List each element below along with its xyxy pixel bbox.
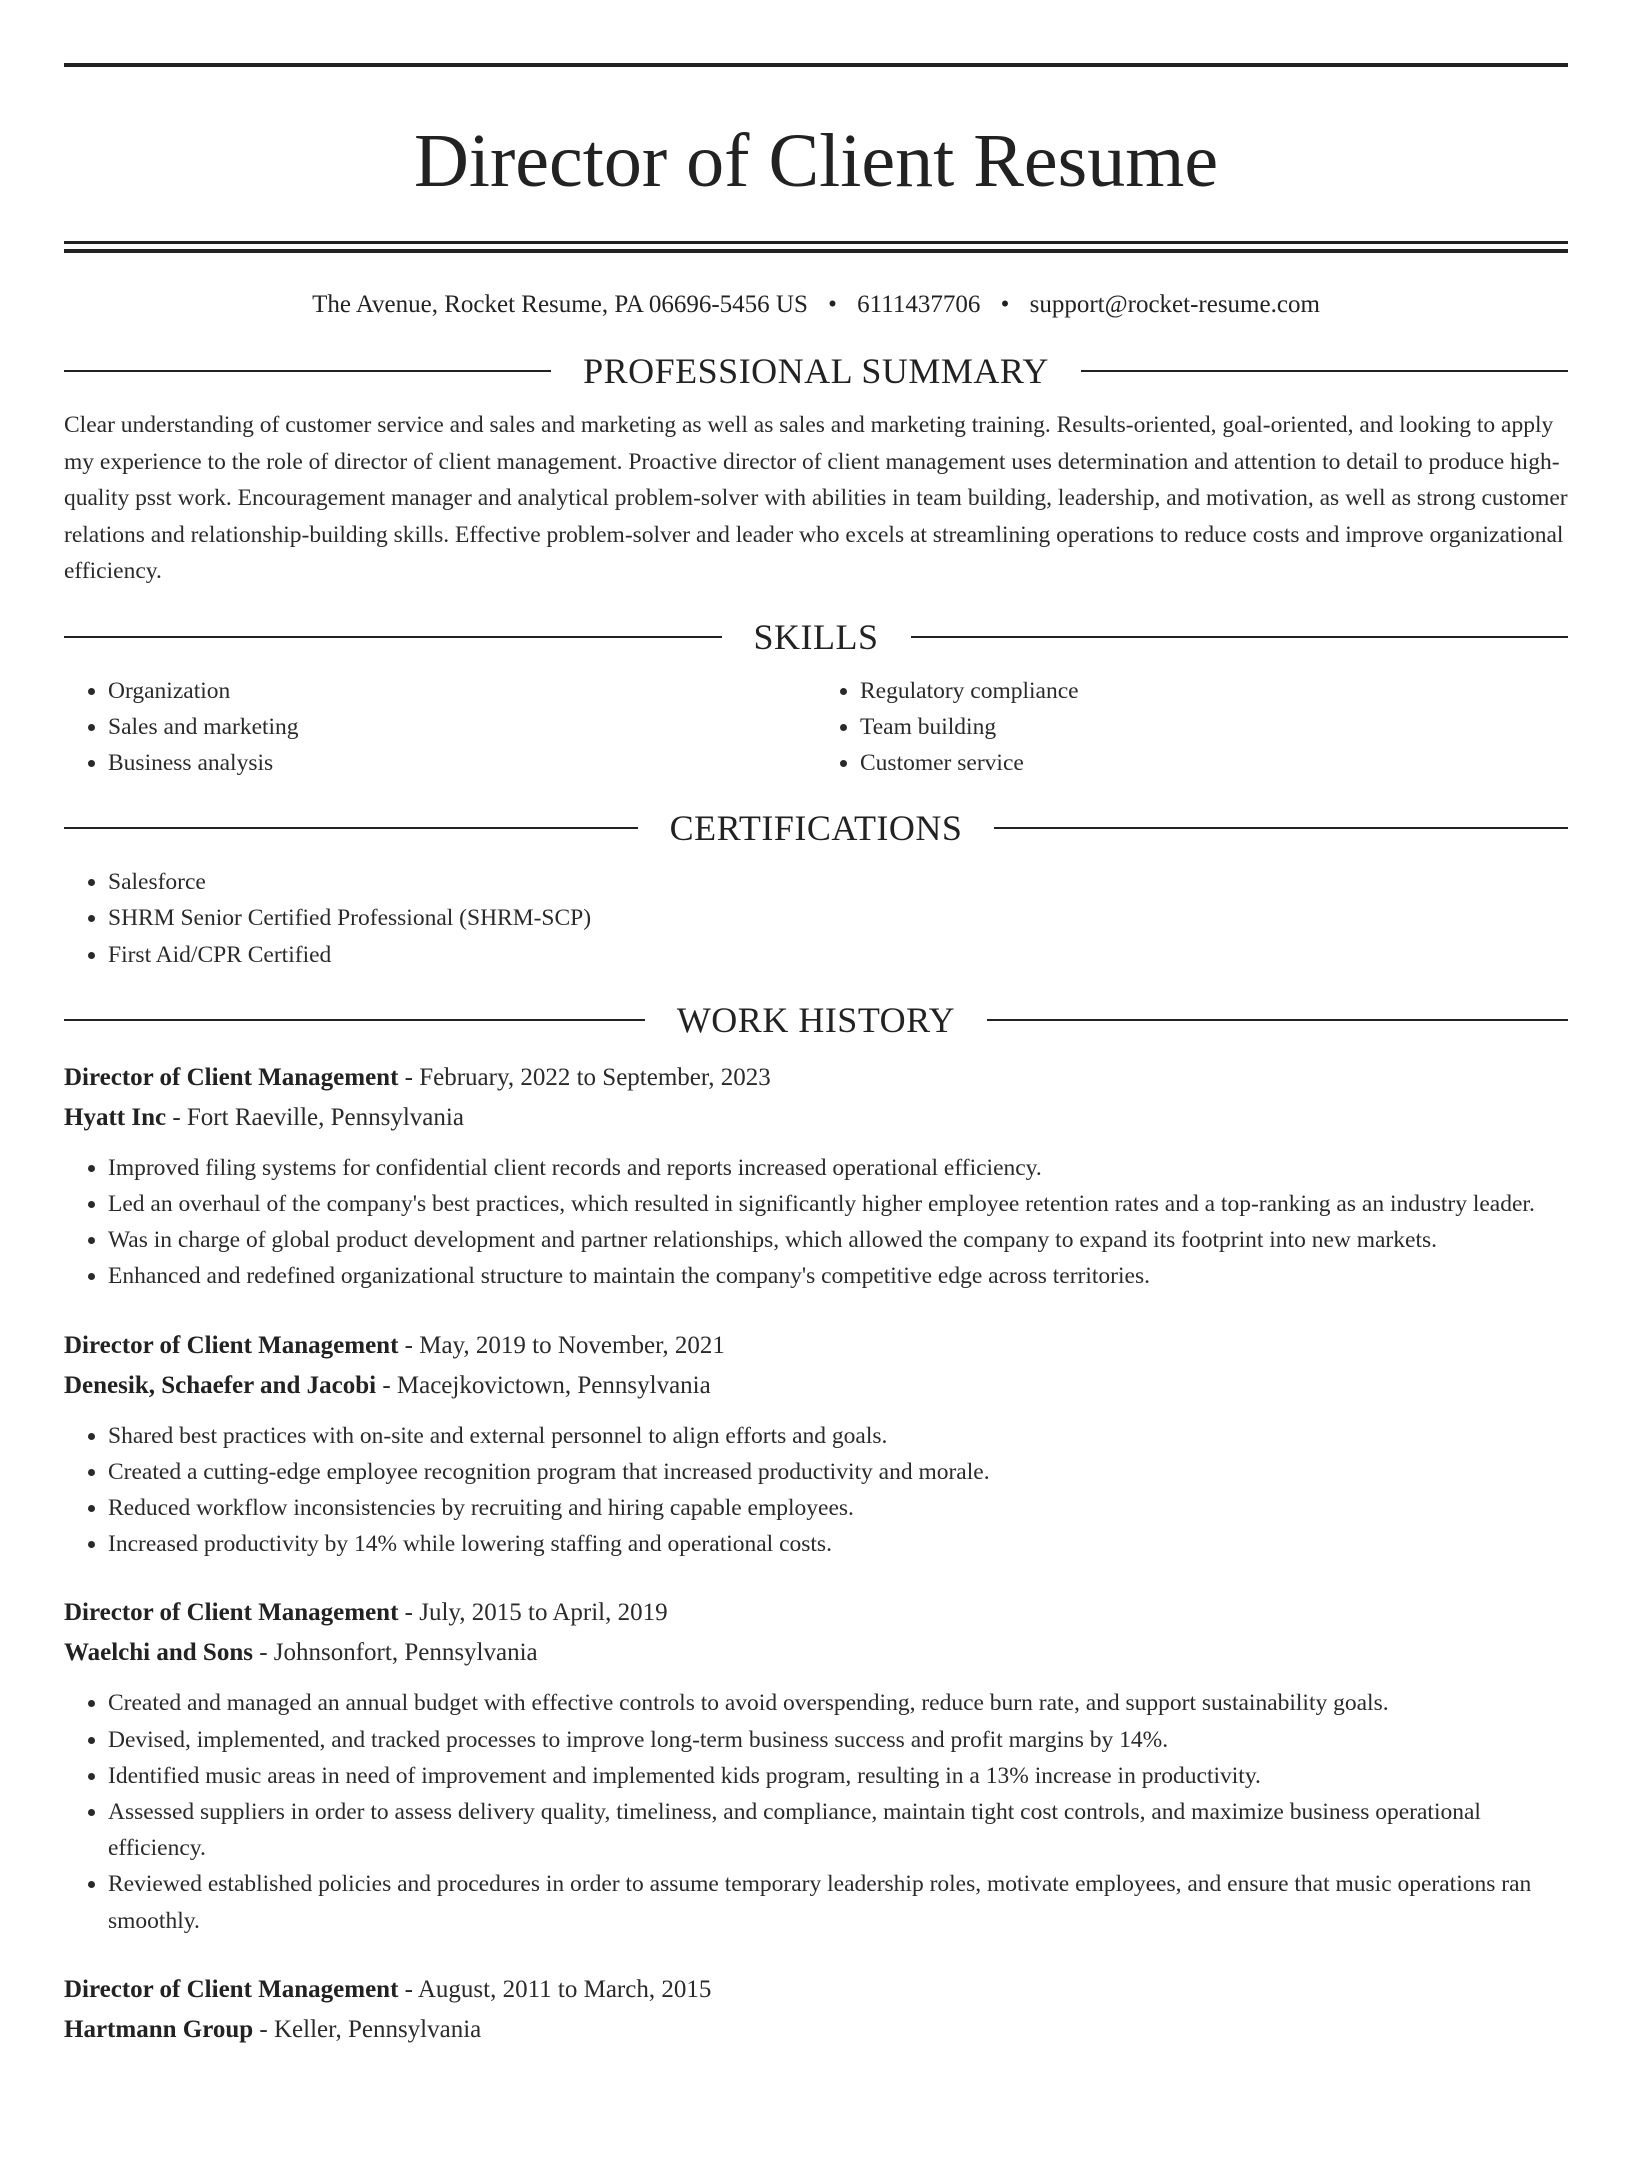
job-company-line xyxy=(64,1098,1568,1138)
skills-column-left xyxy=(64,673,816,782)
job-bullet: • Assessed suppliers in order to assess delivery quality, timeliness, and compliance, maintain tight cost controls, and maximize business operational efficiency. xyxy=(108,1794,1568,1866)
job-dates: - February, 2022 to September, 2023 xyxy=(398,1063,771,1091)
job-location: - Johnsonfort, Pennsylvania xyxy=(252,1639,538,1667)
job-bullets xyxy=(64,1150,1568,1295)
contact-separator: • xyxy=(828,291,837,318)
divider-left xyxy=(64,827,638,829)
job-company: Denesik, Schaefer and Jacobi xyxy=(64,1371,377,1399)
summary-heading: PROFESSIONAL SUMMARY xyxy=(583,351,1049,391)
contact-separator: • xyxy=(1000,291,1010,318)
job-bullet: • Led an overhaul of the company's best practices, which resulted in significantly higher employee retention rates and a top-ranking as an industry leader. xyxy=(108,1186,1568,1222)
job-bullet: • Shared best practices with on-site and external personnel to align efforts and goals. xyxy=(108,1418,1568,1454)
job-bullet: • Devised, implemented, and tracked processes to improve long-term business success and profit margins by 14%. xyxy=(108,1722,1568,1758)
contact-address: The Avenue, Rocket Resume, PA 06696-5456 US xyxy=(312,291,808,318)
job-role: Director of Client Management xyxy=(64,1975,399,2003)
resume-title: Director of Client Resume xyxy=(413,119,1219,203)
job-dates: - July, 2015 to April, 2019 xyxy=(398,1599,668,1627)
work-history-section-header xyxy=(64,998,1568,1042)
divider-right xyxy=(911,636,1569,638)
job-bullet: • Enhanced and redefined organizational structure to maintain the company's competitive edge across territories. xyxy=(108,1258,1568,1294)
job-location: - Keller, Pennsylvania xyxy=(253,2015,482,2043)
job-location: - Macejkovictown, Pennsylvania xyxy=(376,1371,711,1399)
skills-heading: SKILLS xyxy=(753,616,879,657)
job-bullet: • Improved filing systems for confidential client records and reports increased operational efficiency. xyxy=(108,1150,1568,1186)
job-company: Waelchi and Sons xyxy=(64,1639,253,1667)
job-role: Director of Client Management xyxy=(64,1599,399,1627)
contact-phone: 6111437706 xyxy=(857,291,981,318)
skills-column-right xyxy=(816,673,1568,782)
job-bullet: • Reduced workflow inconsistencies by recruiting and hiring capable employees. xyxy=(108,1490,1568,1526)
divider-left xyxy=(64,636,722,638)
job-company-line xyxy=(64,2010,1568,2050)
skills-list xyxy=(64,673,1568,782)
job-bullet: • Was in charge of global product development and partner relationships, which allowed the company to expand its footprint into new markets. xyxy=(108,1222,1568,1258)
certifications-list xyxy=(64,864,1568,973)
job-bullets xyxy=(64,1418,1568,1563)
job-bullet: • Increased productivity by 14% while lowering staffing and operational costs. xyxy=(108,1526,1568,1562)
certification-item: • First Aid/CPR Certified xyxy=(108,937,1568,973)
divider-left xyxy=(64,370,551,372)
job-title-line xyxy=(64,1058,1568,1098)
job-bullet: • Created a cutting-edge employee recognition program that increased productivity and morale. xyxy=(108,1454,1568,1490)
certifications-section-header xyxy=(64,806,1568,850)
certification-item: • SHRM Senior Certified Professional (SHRM-SCP) xyxy=(108,900,1568,936)
skill-item: • Sales and marketing xyxy=(108,709,816,745)
job-company-line xyxy=(64,1633,1568,1673)
job-title-line xyxy=(64,1593,1568,1633)
title-double-rule xyxy=(64,241,1568,253)
job-bullet: • Identified music areas in need of improvement and implemented kids program, resulting in a 13% increase in productivity. xyxy=(108,1758,1568,1794)
job-bullet: • Created and managed an annual budget with effective controls to avoid overspending, reduce burn rate, and support sustainability goals. xyxy=(108,1685,1568,1721)
skill-item: • Team building xyxy=(860,709,1568,745)
job-company: Hartmann Group xyxy=(64,2015,254,2043)
job-role: Director of Client Management xyxy=(64,1063,399,1091)
skill-item: • Regulatory compliance xyxy=(860,673,1568,709)
divider-right xyxy=(994,827,1568,829)
divider-right xyxy=(987,1019,1568,1021)
divider-left xyxy=(64,1019,645,1021)
job-title-line xyxy=(64,1970,1568,2010)
job-bullets xyxy=(64,1685,1568,1938)
job-bullet: • Reviewed established policies and procedures in order to assume temporary leadership roles, motivate employees, and ensure that music operations ran smoothly. xyxy=(108,1866,1568,1938)
summary-section-header xyxy=(64,349,1568,393)
skill-item: • Customer service xyxy=(860,745,1568,781)
job-entry xyxy=(64,1326,1568,1563)
resume-page xyxy=(0,63,1632,2175)
job-entry xyxy=(64,1058,1568,1295)
skill-item: • Organization xyxy=(108,673,816,709)
job-location: - Fort Raeville, Pennsylvania xyxy=(166,1103,464,1131)
skill-item: • Business analysis xyxy=(108,745,816,781)
summary-text: Clear understanding of customer service and sales and marketing as well as sales and marketing training. Results-oriented, goal-oriented, and looking to apply my experience to the role of director of client management. Proactive director of client management uses determination and attention to detail to produce high-quality psst work. Encouragement manager and analytical problem-solver with abilities in team building, leadership, and motivation, as well as strong customer relations and relationship-building skills. Effective problem-solver and leader who excels at streamlining operations to reduce costs and improve organizational efficiency. xyxy=(64,412,1568,584)
contact-line xyxy=(64,289,1568,321)
job-dates: - August, 2011 to March, 2015 xyxy=(398,1975,712,2003)
divider-right xyxy=(1081,370,1568,372)
contact-email: support@rocket-resume.com xyxy=(1029,291,1320,318)
job-entry xyxy=(64,1593,1568,1938)
job-company: Hyatt Inc xyxy=(64,1103,167,1131)
work-history-heading: WORK HISTORY xyxy=(676,999,956,1040)
job-entry xyxy=(64,1970,1568,2050)
certifications-heading: CERTIFICATIONS xyxy=(669,808,963,849)
job-dates: - May, 2019 to November, 2021 xyxy=(398,1331,725,1359)
certification-item: • Salesforce xyxy=(108,864,1568,900)
job-company-line xyxy=(64,1366,1568,1406)
job-title-line xyxy=(64,1326,1568,1366)
job-role: Director of Client Management xyxy=(64,1331,399,1359)
skills-section-header xyxy=(64,615,1568,659)
